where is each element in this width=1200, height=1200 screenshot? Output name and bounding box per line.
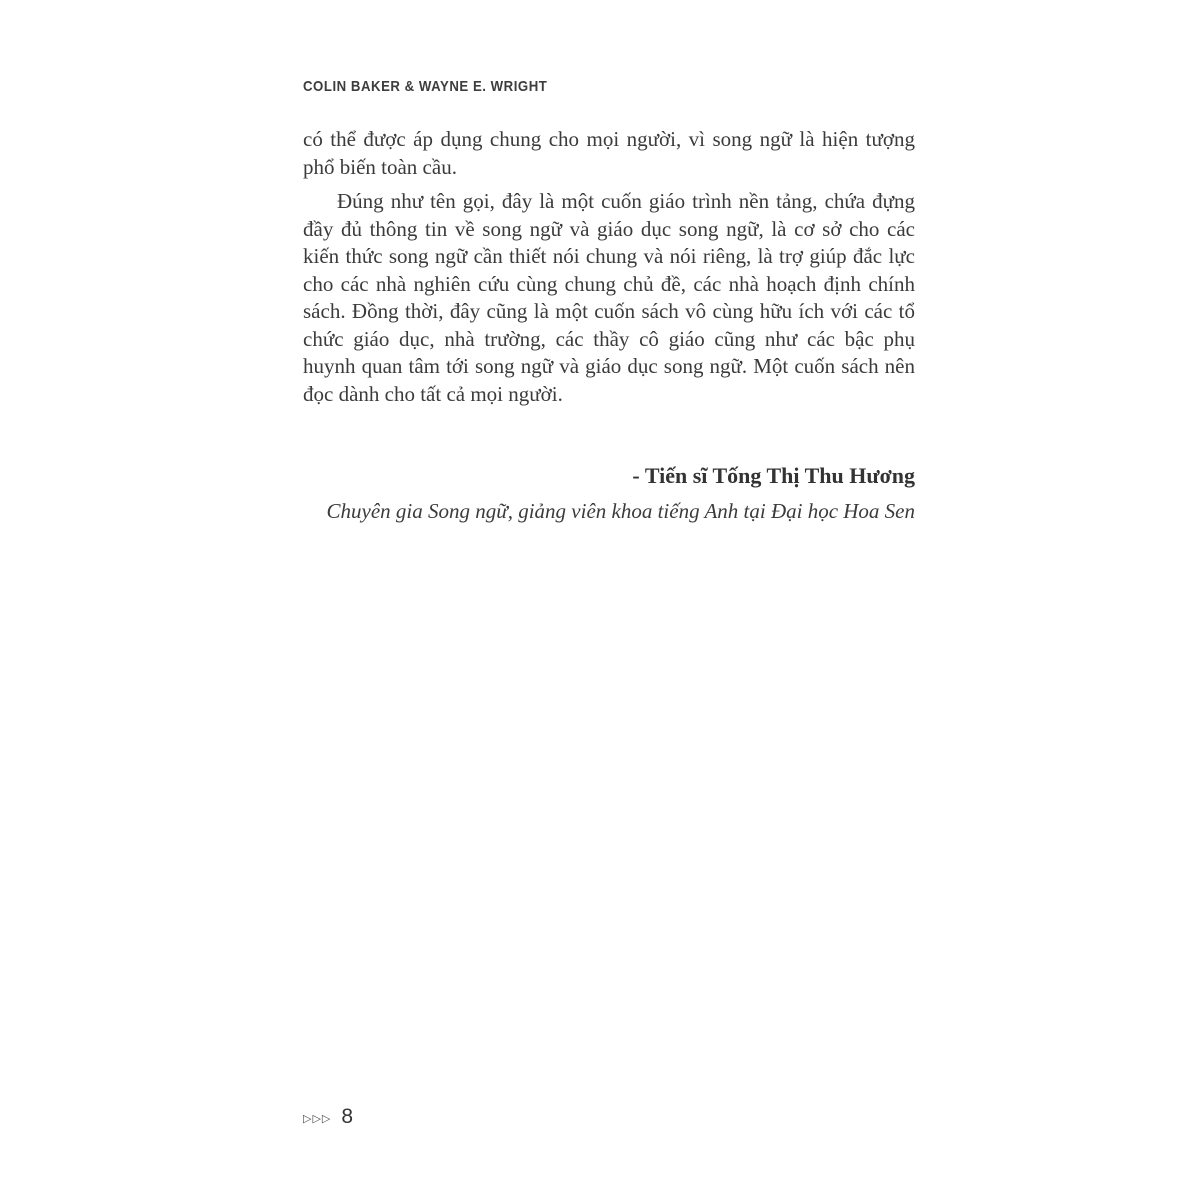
page-footer: [303, 1106, 353, 1127]
page-content: [303, 126, 915, 525]
body-paragraph: có thể được áp dụng chung cho mọi người, vì song ngữ là hiện tượng phổ biến toàn cầu.: [303, 127, 915, 179]
body-paragraph: Đúng như tên gọi, đây là một cuốn giáo trình nền tảng, chứa đựng đầy đủ thông tin về song ngữ và giáo dục song ngữ, là cơ sở cho các kiến thức song ngữ cần thiết nói chung và nói riêng, là trợ giúp đắc lực cho các nhà nghiên cứu cùng chung chủ đề, các nhà hoạch định chính sách. Đồng thời, đây cũng là một cuốn sách vô cùng hữu ích với các tổ chức giáo dục, nhà trường, các thầy cô giáo cũng như các bậc phụ huynh quan tâm tới song ngữ và giáo dục song ngữ. Một cuốn sách nên đọc dành cho tất cả mọi người.: [303, 189, 915, 406]
running-header: COLIN BAKER & WAYNE E. WRIGHT: [303, 78, 548, 95]
page-number: 8: [341, 1105, 354, 1128]
triangle-marker-icon: ▷▷▷: [303, 1111, 332, 1125]
signature-name: - Tiến sĩ Tống Thị Thu Hương: [632, 463, 915, 488]
signature-title: Chuyên gia Song ngữ, giảng viên khoa tiếng Anh tại Đại học Hoa Sen: [326, 499, 915, 523]
